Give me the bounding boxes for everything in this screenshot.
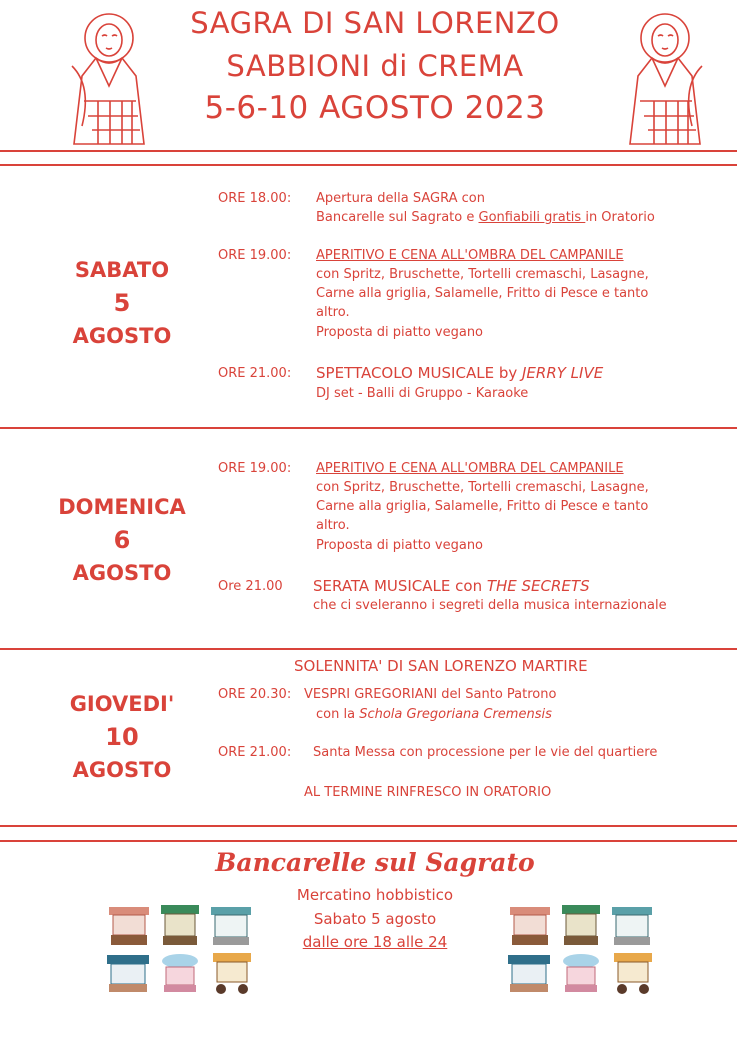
event-text: DJ set - Balli di Gruppo - Karaoke — [316, 386, 529, 401]
choir-name: Schola Gregoriana Cremensis — [359, 707, 552, 722]
day-weekday: SABATO — [74, 258, 170, 282]
event-text-underlined: Gonfiabili gratis — [478, 210, 586, 225]
day-month: AGOSTO — [72, 324, 172, 348]
event-text: Santa Messa con processione per le vie del quartiere — [313, 745, 658, 760]
event-time: ORE 18.00: — [218, 191, 292, 206]
event-time: ORE 21.00: — [218, 366, 292, 381]
day-weekday: GIOVEDI' — [69, 692, 175, 716]
event-heading-text: SERATA MUSICALE con — [313, 577, 487, 595]
event-heading: APERITIVO E CENA ALL'OMBRA DEL CAMPANILE — [316, 461, 624, 476]
day-number: 10 — [105, 723, 139, 751]
event-heading — [316, 364, 603, 382]
event-text-part: Bancarelle sul Sagrato e — [316, 210, 479, 225]
event-text — [316, 707, 552, 722]
divider — [0, 150, 737, 152]
divider — [0, 164, 737, 166]
closing-note: AL TERMINE RINFRESCO IN ORATORIO — [304, 785, 552, 800]
market-stalls-illustration-left — [103, 903, 263, 1003]
solemnity-heading: SOLENNITA' DI SAN LORENZO MARTIRE — [294, 657, 588, 675]
event-text: Proposta di piatto vegano — [316, 538, 484, 553]
event-artist: JERRY LIVE — [522, 364, 604, 382]
event-text — [316, 210, 655, 225]
event-text: altro. — [316, 305, 350, 320]
day-number: 6 — [113, 526, 131, 554]
event-text: Apertura della SAGRA con — [316, 191, 485, 206]
market-title: Bancarelle sul Sagrato — [215, 848, 535, 877]
event-time: ORE 20.30: — [218, 687, 292, 702]
event-text: con Spritz, Bruschette, Tortelli cremaschi, Lasagne, — [316, 480, 649, 495]
event-time: Ore 21.00 — [218, 579, 283, 594]
event-time: ORE 19.00: — [218, 461, 292, 476]
event-text: VESPRI GREGORIANI del Santo Patrono — [304, 687, 557, 702]
event-text-part: con la — [316, 707, 360, 722]
market-stalls-illustration-right — [504, 903, 664, 1003]
divider — [0, 427, 737, 429]
divider — [0, 648, 737, 650]
day-label-sabato — [47, 254, 197, 353]
divider — [0, 825, 737, 827]
event-text: Proposta di piatto vegano — [316, 325, 484, 340]
event-text: che ci sveleranno i segreti della musica internazionale — [313, 598, 667, 613]
event-artist: THE SECRETS — [486, 577, 590, 595]
title-line-3: 5-6-10 AGOSTO 2023 — [204, 90, 546, 126]
day-label-domenica — [47, 491, 197, 590]
title-line-2: SABBIONI di CREMA — [226, 49, 524, 83]
event-heading — [313, 577, 590, 595]
market-subtitle: Mercatino hobbistico — [296, 886, 454, 904]
event-heading: APERITIVO E CENA ALL'OMBRA DEL CAMPANILE — [316, 248, 624, 263]
day-month: AGOSTO — [72, 758, 172, 782]
market-hours: dalle ore 18 alle 24 — [302, 933, 448, 951]
event-time: ORE 19.00: — [218, 248, 292, 263]
day-number: 5 — [113, 289, 131, 317]
divider — [0, 840, 737, 842]
title-line-1: SAGRA DI SAN LORENZO — [190, 6, 560, 40]
day-month: AGOSTO — [72, 561, 172, 585]
event-text: Carne alla griglia, Salamelle, Fritto di Pesce e tanto — [316, 499, 649, 514]
event-time: ORE 21.00: — [218, 745, 292, 760]
event-text: Carne alla griglia, Salamelle, Fritto di Pesce e tanto — [316, 286, 649, 301]
event-text-part: in Oratorio — [585, 210, 655, 225]
day-label-giovedi — [47, 688, 197, 787]
event-text: altro. — [316, 518, 350, 533]
day-weekday: DOMENICA — [58, 495, 186, 519]
event-text: con Spritz, Bruschette, Tortelli cremaschi, Lasagne, — [316, 267, 649, 282]
market-date: Sabato 5 agosto — [313, 910, 437, 928]
event-heading-text: SPETTACOLO MUSICALE by — [316, 364, 522, 382]
